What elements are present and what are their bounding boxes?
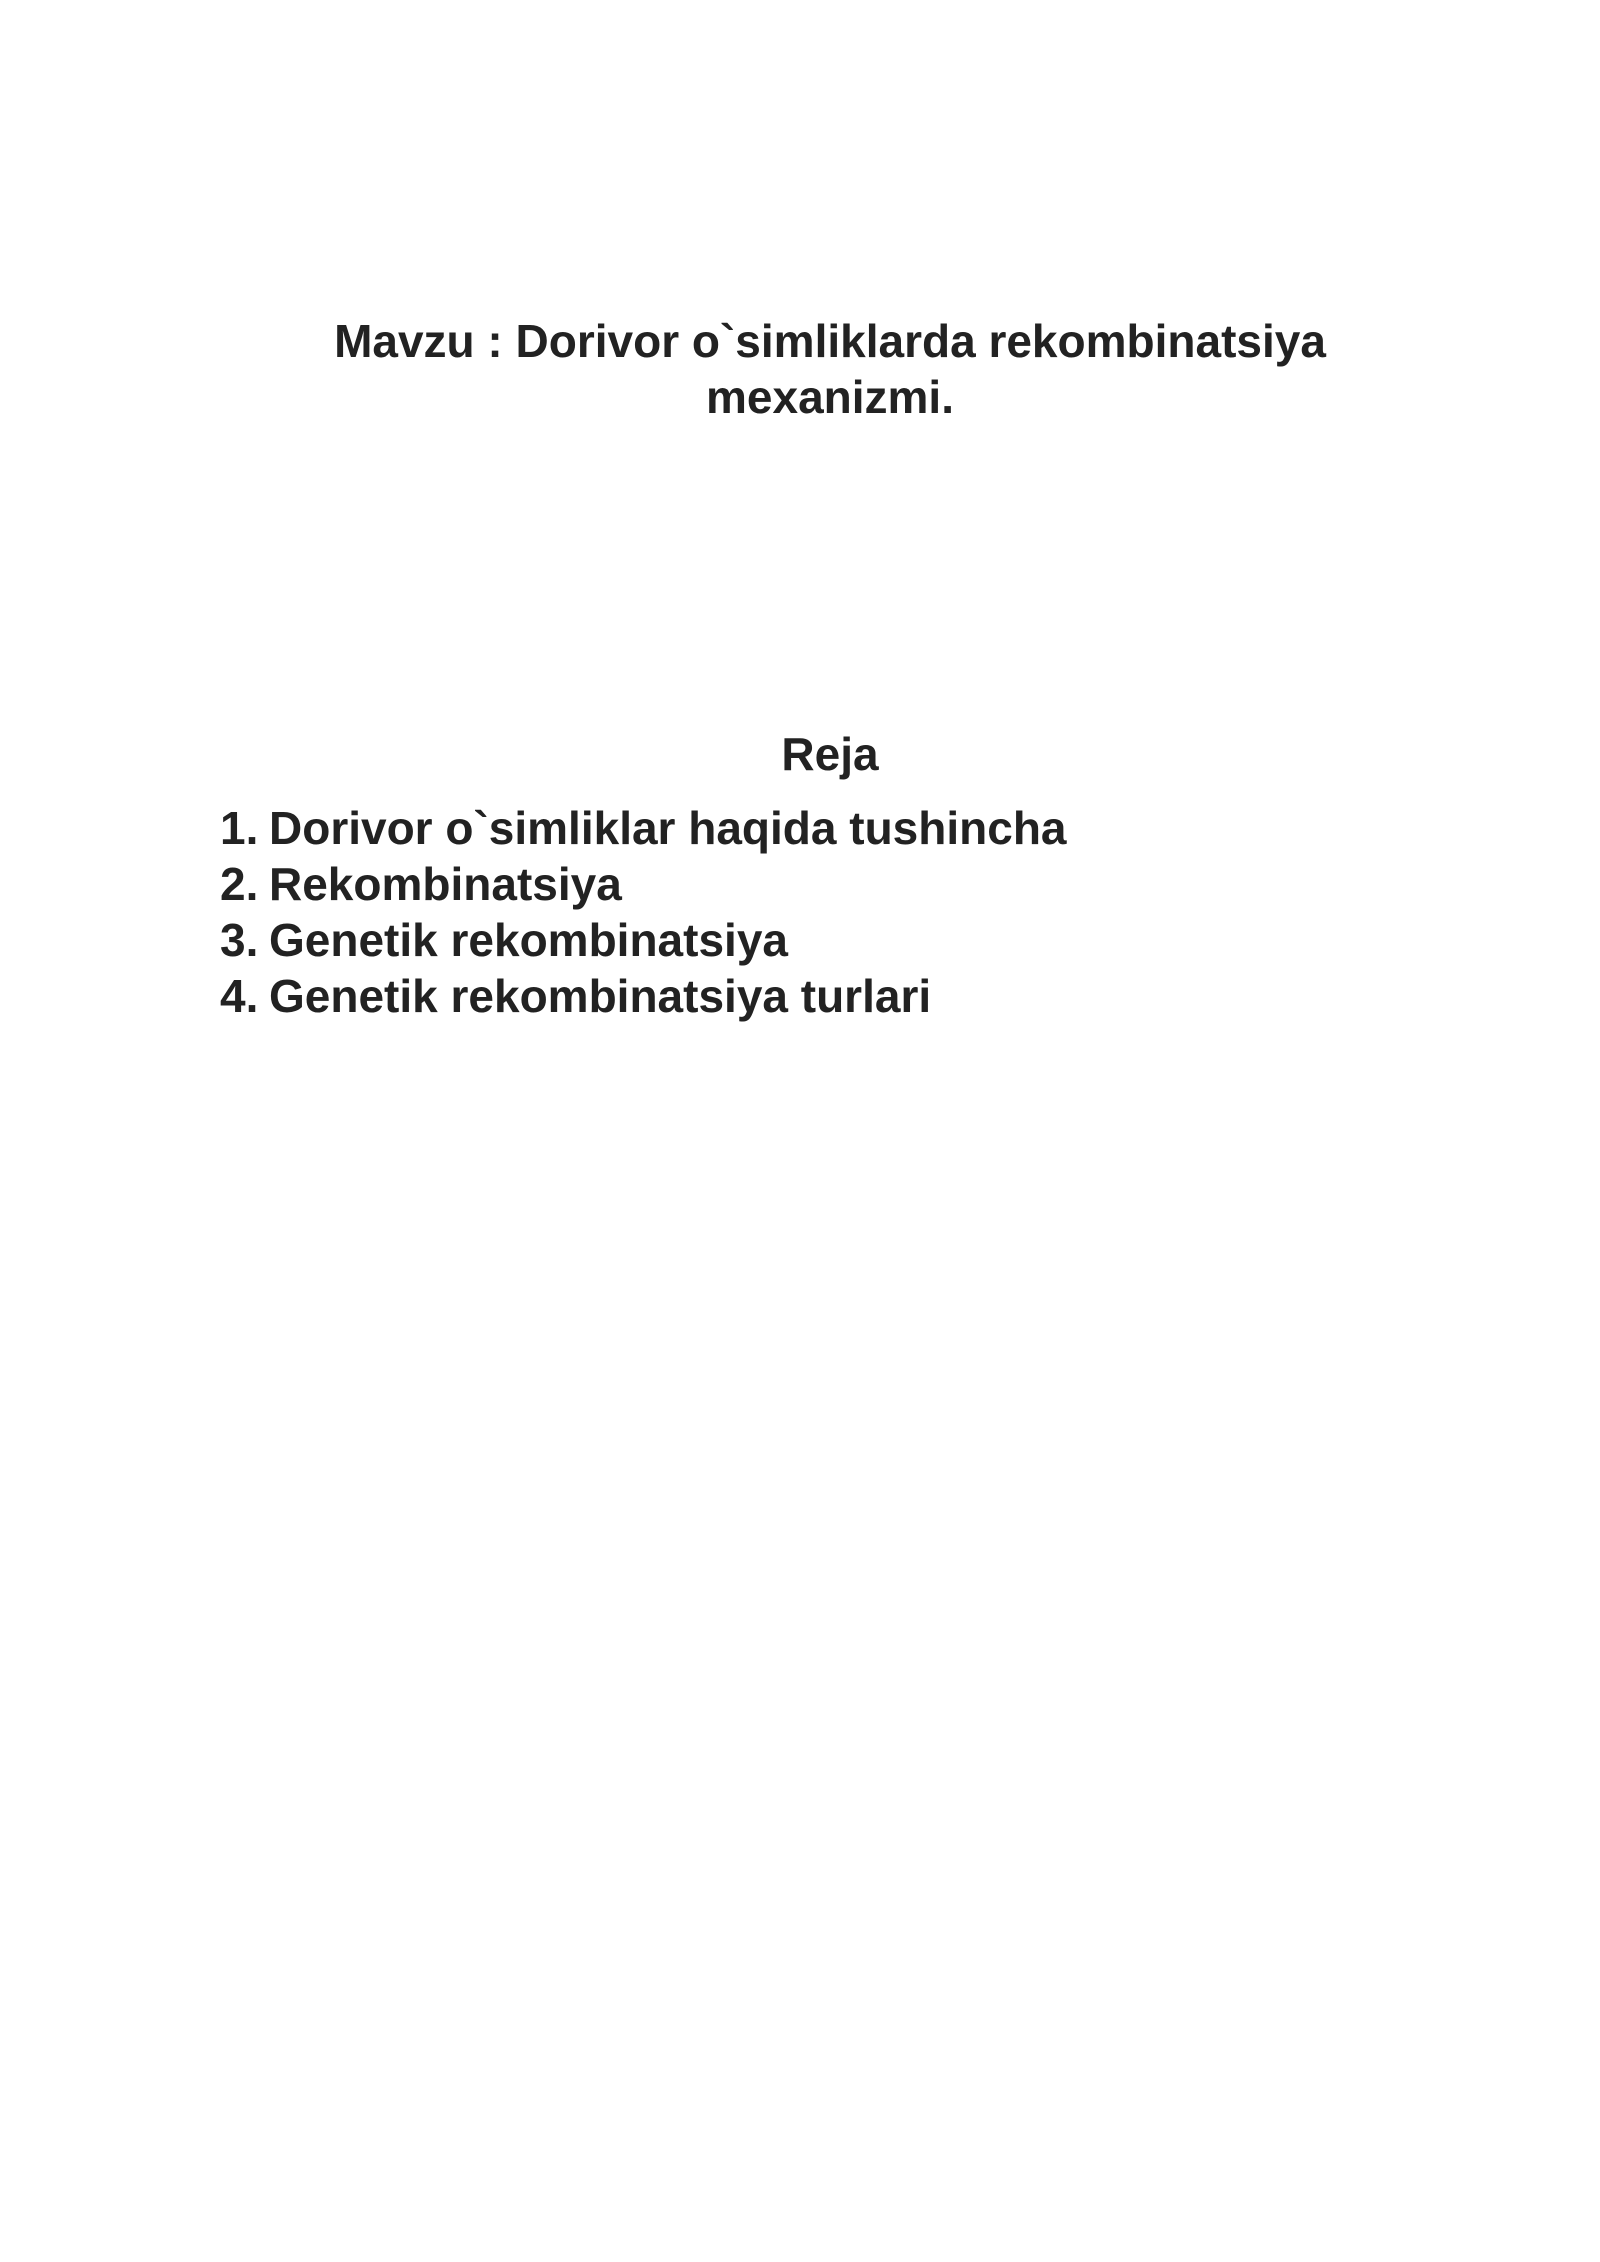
list-item [220, 856, 1420, 912]
list-item-number: 4. [220, 970, 259, 1022]
list-item-number: 2. [220, 858, 259, 910]
title-line-2: mexanizmi. [706, 371, 954, 423]
list-item-number: 3. [220, 914, 259, 966]
plan-heading: Reja [781, 728, 879, 780]
list-item [220, 912, 1420, 968]
list-item-text: Dorivor o`simliklar haqida tushincha [269, 802, 1067, 854]
list-item-text: Rekombinatsiya [269, 858, 622, 910]
list-item [220, 968, 1420, 1024]
title-line-1: Mavzu : Dorivor o`simliklarda rekombinatsiya [334, 315, 1326, 367]
document-title [250, 313, 1410, 425]
list-item [220, 800, 1420, 856]
list-item-text: Genetik rekombinatsiya [269, 914, 788, 966]
list-item-number: 1. [220, 802, 259, 854]
list-item-text: Genetik rekombinatsiya turlari [269, 970, 932, 1022]
plan-list [220, 800, 1420, 1024]
